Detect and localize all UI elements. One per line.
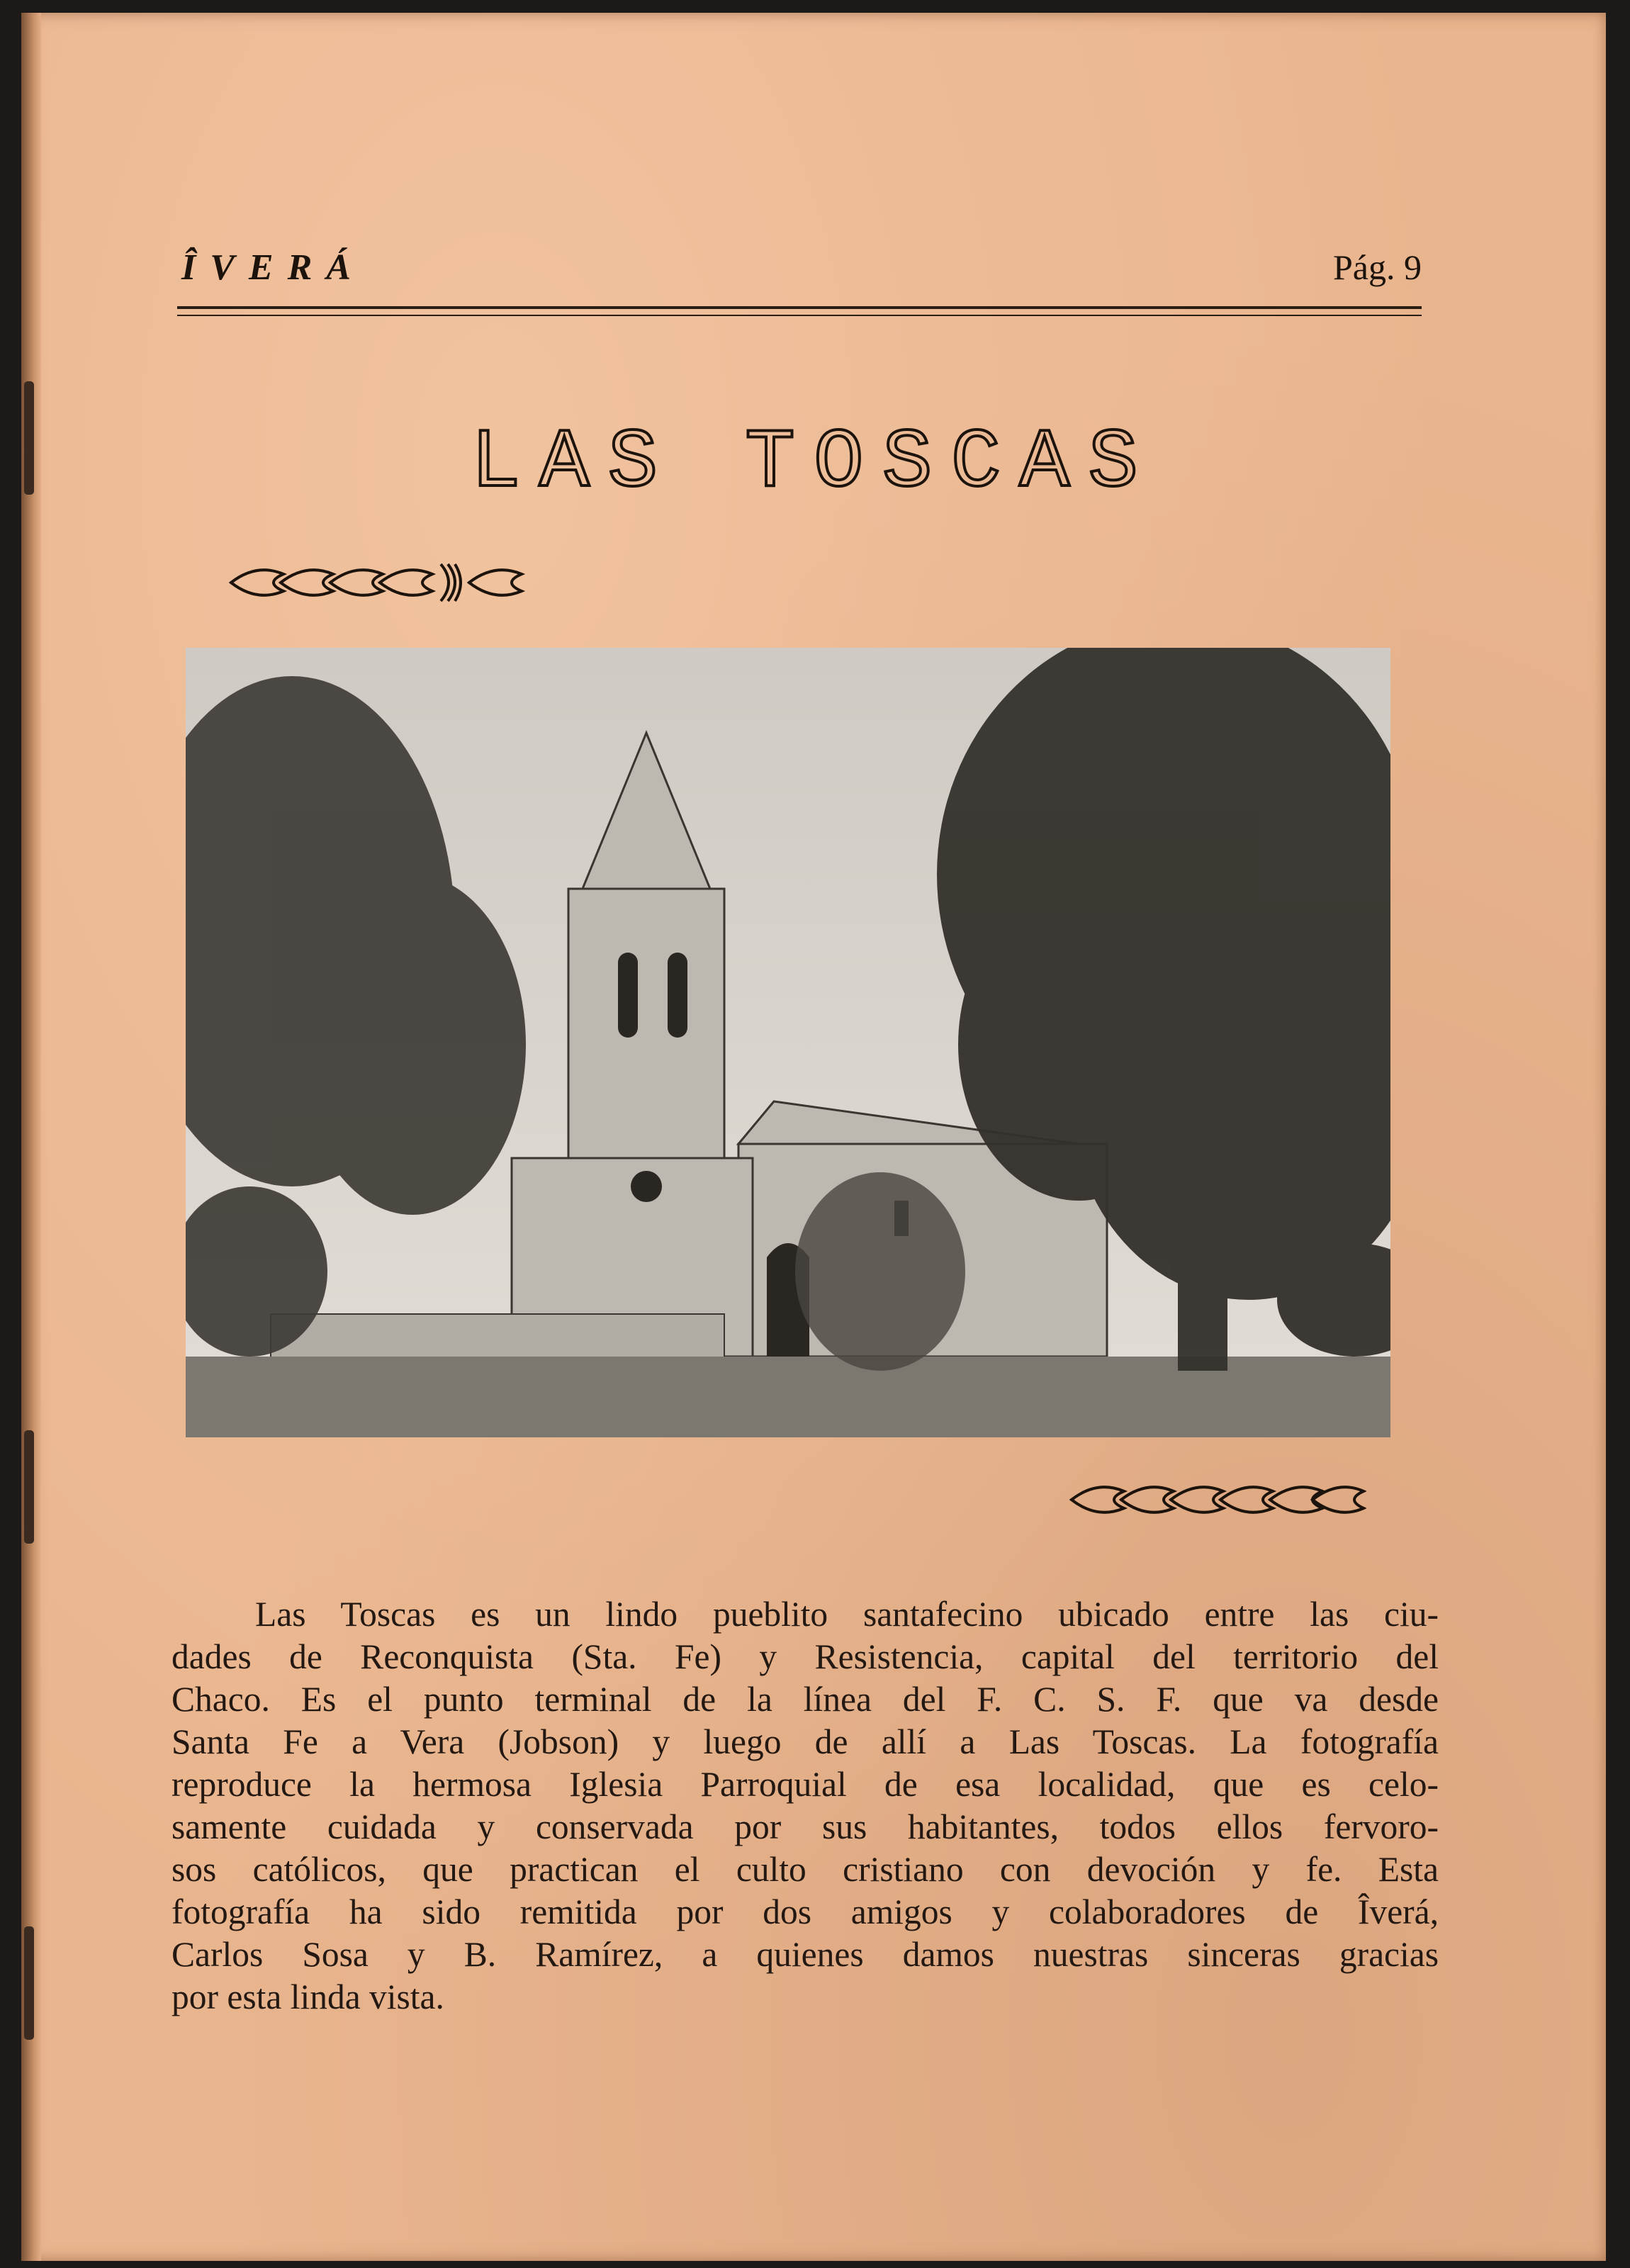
header-rule-thin	[177, 315, 1422, 316]
page-number: Pág. 9	[1333, 247, 1422, 287]
body-line: Las Toscas es un lindo pueblito santafecino ubicado entre las ciu-	[255, 1595, 1439, 1634]
article-body	[172, 1593, 1439, 2019]
church-photo-icon	[186, 648, 1390, 1437]
body-line: Chaco. Es el punto terminal de la línea del F. C. S. F. que va desde	[172, 1680, 1439, 1719]
body-line: Santa Fe a Vera (Jobson) y luego de allí a Las Toscas. La fotografía	[172, 1722, 1439, 1761]
staple-middle	[24, 1430, 34, 1544]
staple-bottom	[24, 1926, 34, 2040]
ornament-leaf-icon	[228, 558, 526, 607]
body-line: sos católicos, que practican el culto cristiano con devoción y fe. Esta	[172, 1850, 1439, 1889]
body-line: fotografía ha sido remitida por dos amigos y colaboradores de Îverá,	[172, 1892, 1439, 1931]
header-rule-thick	[177, 306, 1422, 309]
binding-spine	[21, 13, 41, 2261]
page-header	[162, 247, 1422, 296]
body-line: dades de Reconquista (Sta. Fe) y Resistencia, capital del territorio del	[172, 1637, 1439, 1676]
body-line: samente cuidada y conservada por sus habitantes, todos ellos fervoro-	[172, 1807, 1439, 1846]
body-line: por esta linda vista.	[172, 1977, 444, 2016]
body-line: Carlos Sosa y B. Ramírez, a quienes damos nuestras sinceras gracias	[172, 1935, 1439, 1974]
magazine-name: ÎVERÁ	[181, 247, 365, 288]
church-photo	[186, 648, 1390, 1437]
ornament-leaf-icon	[1069, 1476, 1366, 1524]
article-title: LAS TOSCAS	[470, 417, 1157, 511]
body-line: reproduce la hermosa Iglesia Parroquial de esa localidad, que es celo-	[172, 1765, 1439, 1804]
magazine-page	[21, 13, 1606, 2261]
